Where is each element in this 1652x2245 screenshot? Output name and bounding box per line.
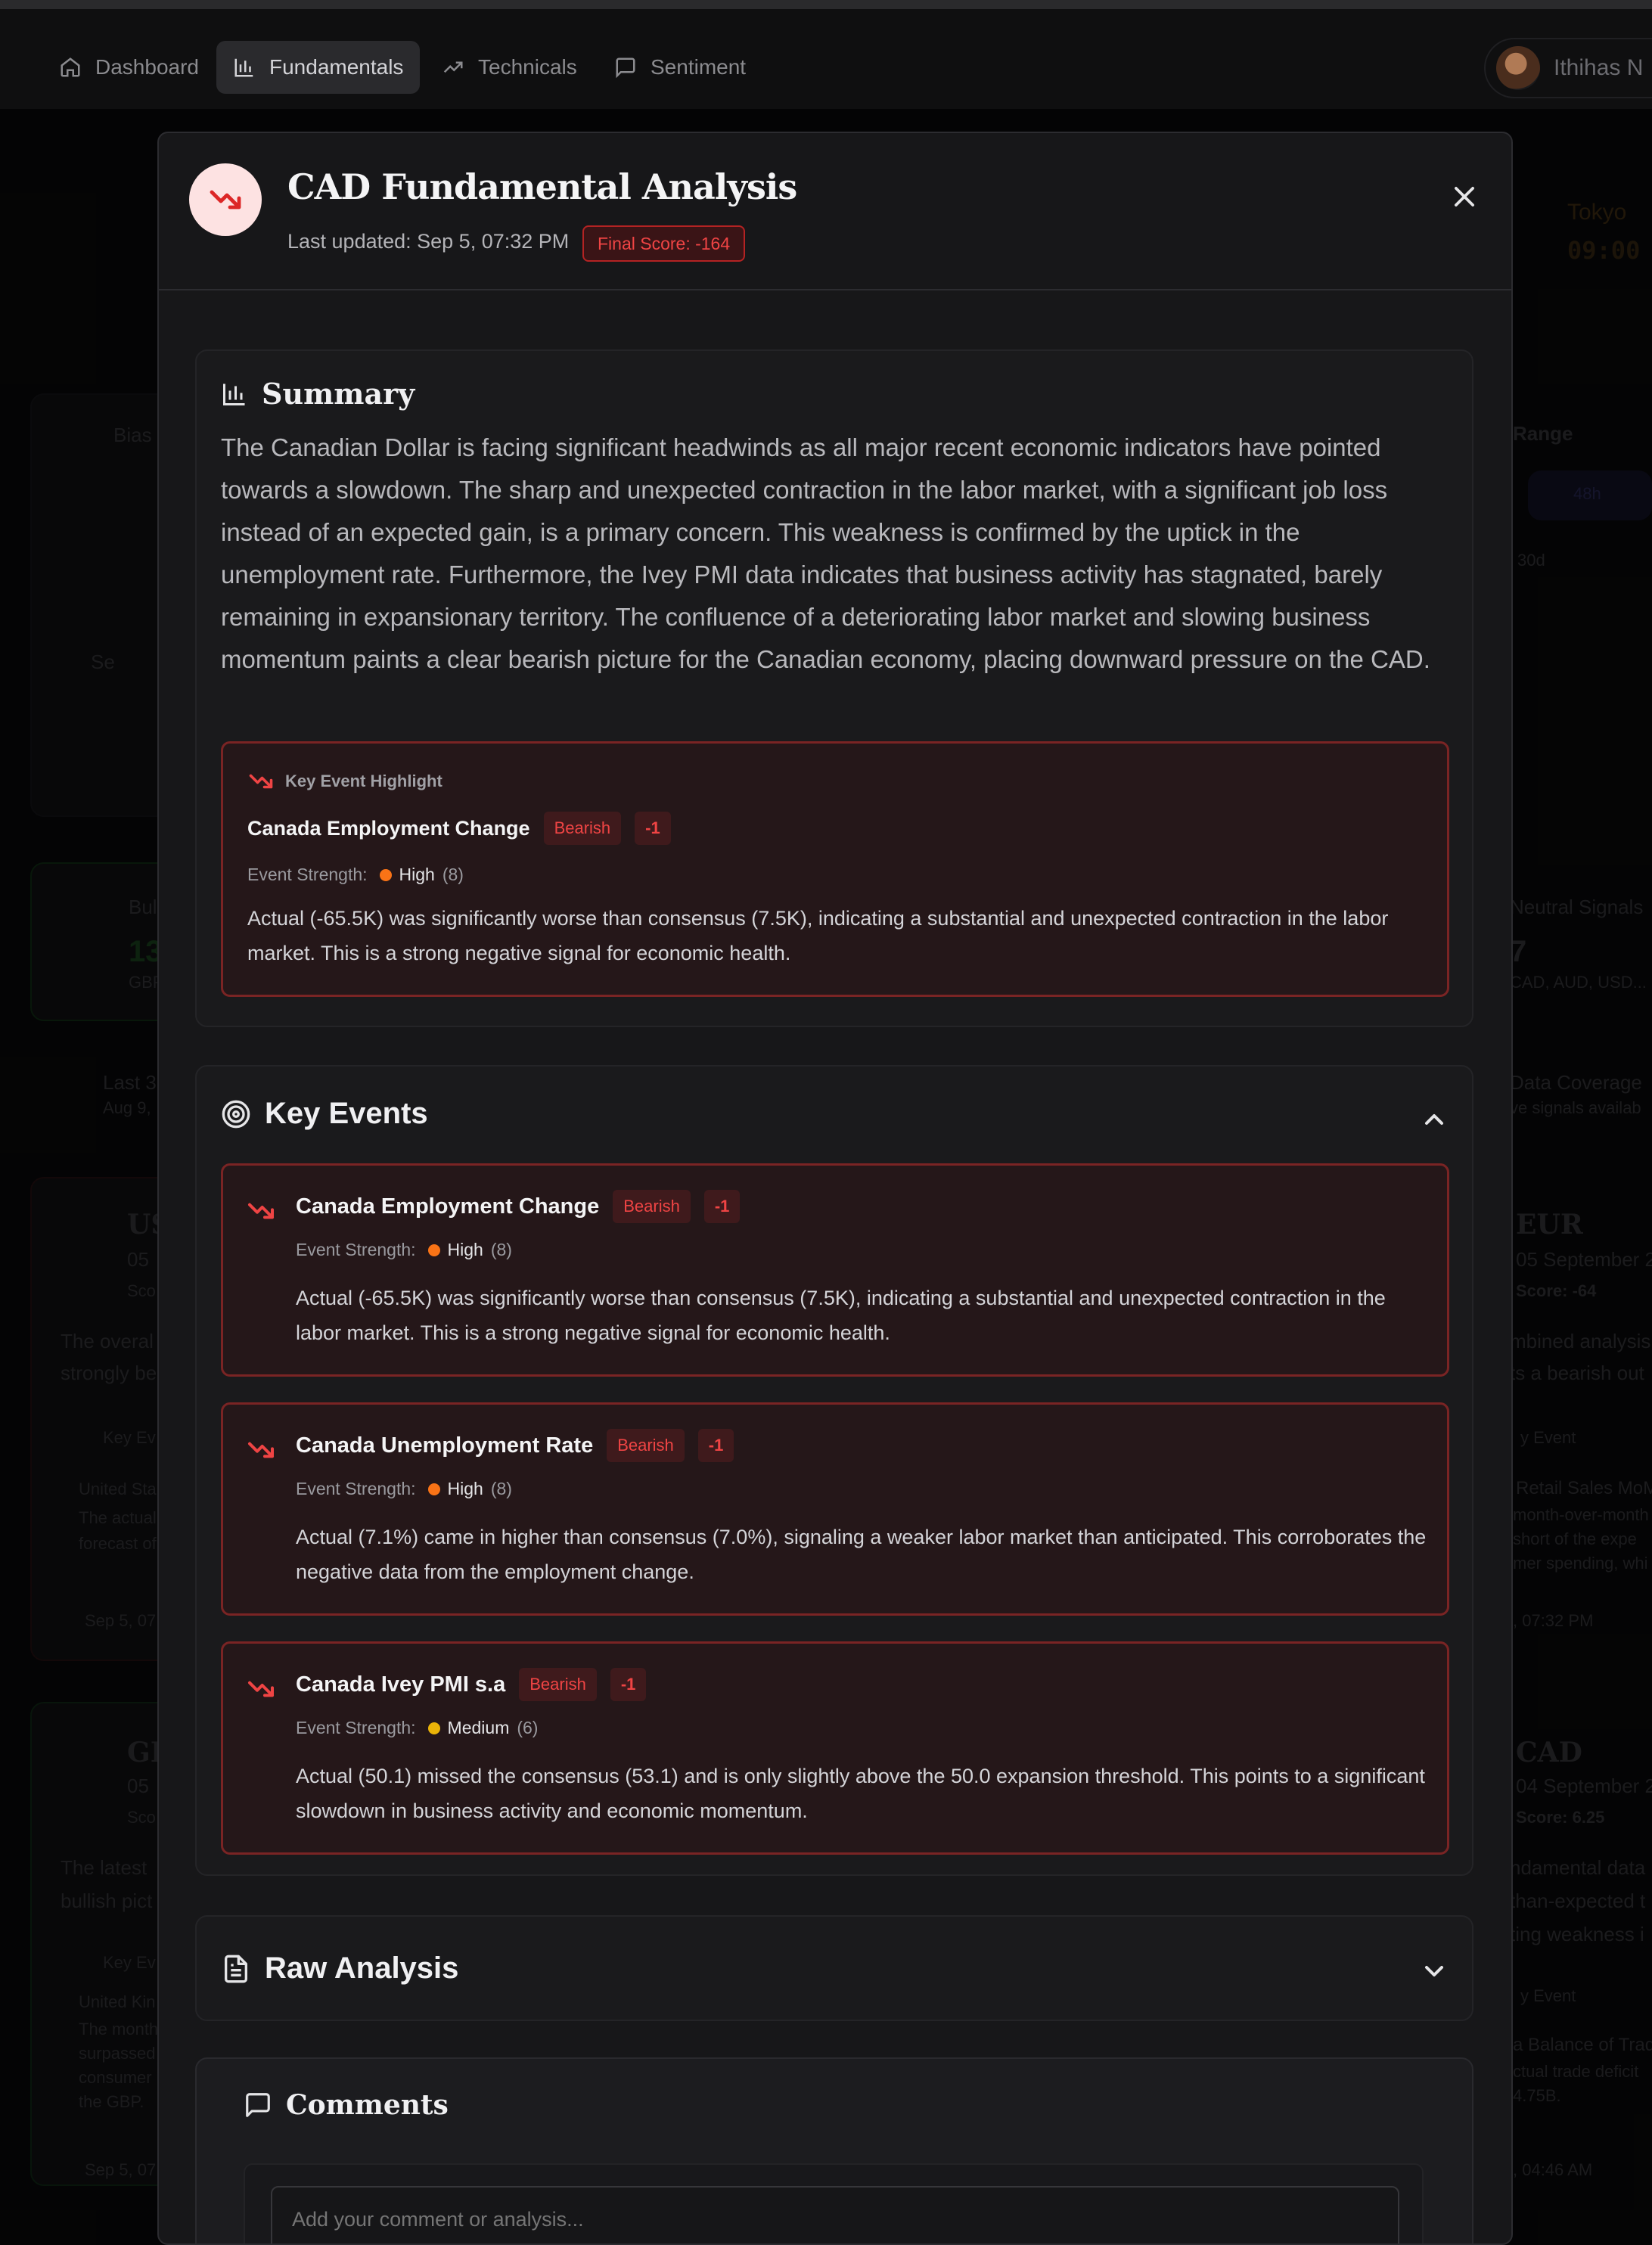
event-title-row: [296, 1190, 740, 1223]
event-strength: [296, 1479, 512, 1499]
trending-down-icon: [207, 182, 244, 218]
comments-heading-label: Comments: [286, 2089, 449, 2121]
top-navigation: [0, 9, 1652, 109]
strength-level: High: [447, 1240, 483, 1259]
strength-value: (8): [490, 1479, 512, 1498]
trending-down-icon: [246, 1435, 276, 1465]
trending-down-icon: [246, 1674, 276, 1704]
strength-level: High: [447, 1479, 483, 1498]
strength-label: Event Strength:: [296, 1479, 416, 1498]
trend-badge: [189, 163, 262, 236]
close-icon: [1450, 182, 1479, 211]
bearish-badge: Bearish: [613, 1190, 691, 1223]
event-strength: [296, 1718, 538, 1738]
strength-value: (6): [517, 1718, 539, 1737]
close-button[interactable]: [1437, 169, 1492, 224]
summary-heading: [221, 377, 415, 411]
chevron-down-icon[interactable]: [1419, 1956, 1449, 1986]
last-updated: Last updated: Sep 5, 07:32 PM: [287, 230, 570, 253]
score-badge: -1: [610, 1668, 647, 1701]
user-name: Ithihas N: [1554, 55, 1644, 80]
key-event-item: [221, 1402, 1449, 1616]
nav-fundamentals[interactable]: [216, 41, 420, 94]
bearish-badge: Bearish: [544, 812, 622, 845]
bar-chart-icon: [221, 380, 248, 408]
summary-heading-label: Summary: [262, 377, 415, 411]
key-event-highlight: [221, 741, 1449, 997]
nav-dashboard[interactable]: [42, 41, 216, 94]
comments-card: [195, 2057, 1473, 2245]
home-icon: [59, 56, 82, 79]
bearish-badge: Bearish: [607, 1429, 685, 1462]
comment-input[interactable]: [271, 2186, 1399, 2245]
score-badge: -1: [704, 1190, 741, 1223]
message-square-icon: [614, 56, 637, 79]
highlight-title-row: [247, 812, 671, 845]
score-badge: -1: [635, 812, 671, 845]
trending-down-icon: [247, 768, 275, 795]
event-title: Canada Unemployment Rate: [296, 1433, 594, 1458]
target-icon: [221, 1099, 251, 1129]
bar-chart-icon: [233, 56, 256, 79]
event-title-row: [296, 1429, 734, 1462]
comments-heading: [244, 2089, 449, 2121]
comment-composer: [244, 2163, 1424, 2245]
nav-technicals-label: Technicals: [478, 55, 577, 79]
summary-text: The Canadian Dollar is facing significant headwinds as all major recent economic indicators have pointed towards a slowdown. The sharp and unexpected contraction in the labor market, with a significant job loss instead of an expected gain, is a primary concern. This weakness is confirmed by the uptick in the unemployment rate. Furthermore, the Ivey PMI data indicates that business activity has stagnated, barely remaining in expansionary territory. The confluence of a deteriorating labor market and slowing business momentum paints a clear bearish picture for the Canadian economy, placing downward pressure on the CAD.: [221, 433, 1430, 673]
strength-level: Medium: [447, 1718, 510, 1737]
raw-analysis-heading: [221, 1952, 458, 1986]
strength-value: (8): [490, 1240, 512, 1259]
nav-dashboard-label: Dashboard: [95, 55, 199, 79]
score-badge: -1: [698, 1429, 734, 1462]
nav-sentiment-label: Sentiment: [651, 55, 747, 79]
analysis-modal: [157, 132, 1513, 2245]
key-event-item: [221, 1163, 1449, 1377]
strength-dot: [428, 1483, 440, 1495]
strength-dot: [380, 869, 392, 881]
trending-down-icon: [246, 1196, 276, 1226]
final-score-badge: Final Score: -164: [582, 225, 745, 262]
raw-analysis-heading-label: Raw Analysis: [265, 1952, 459, 1985]
modal-header: [159, 133, 1511, 290]
summary-card: [195, 349, 1473, 1027]
strength-label: Event Strength:: [296, 1718, 416, 1737]
file-text-icon: [221, 1954, 251, 1984]
trending-up-icon: [442, 56, 464, 79]
user-menu[interactable]: [1484, 38, 1652, 98]
highlight-strength: [247, 865, 464, 885]
message-square-icon: [244, 2091, 272, 2119]
key-events-card: [195, 1065, 1473, 1876]
modal-title: CAD Fundamental Analysis: [287, 166, 797, 207]
event-strength: [296, 1240, 512, 1260]
nav-technicals[interactable]: [425, 41, 594, 94]
bearish-badge: Bearish: [519, 1668, 597, 1701]
highlight-title: Canada Employment Change: [247, 816, 530, 840]
avatar: [1496, 46, 1540, 90]
strength-label: Event Strength:: [296, 1240, 416, 1259]
strength-label: Event Strength:: [247, 865, 368, 884]
event-text: Actual (7.1%) came in higher than consensus (7.0%), signaling a weaker labor market than anticipated. This corroborates the negative data from the employment change.: [296, 1526, 1427, 1583]
raw-analysis-card[interactable]: [195, 1915, 1473, 2021]
key-event-item: [221, 1641, 1449, 1855]
strength-value: (8): [442, 865, 464, 884]
highlight-text: Actual (-65.5K) was significantly worse than consensus (7.5K), indicating a substantial and unexpected contraction in the labor market. This is a strong negative signal for economic health.: [247, 907, 1389, 964]
strength-dot: [428, 1722, 440, 1734]
key-events-heading-label: Key Events: [265, 1097, 428, 1130]
event-text: Actual (-65.5K) was significantly worse than consensus (7.5K), indicating a substantial and unexpected contraction in the labor market. This is a strong negative signal for economic health.: [296, 1287, 1386, 1344]
highlight-label-row: [247, 768, 442, 795]
nav-sentiment[interactable]: [598, 41, 762, 94]
nav-fundamentals-label: Fundamentals: [269, 55, 404, 79]
strength-level: High: [399, 865, 435, 884]
browser-top-strip: [0, 0, 1652, 9]
strength-dot: [428, 1244, 440, 1256]
highlight-label: Key Event Highlight: [285, 772, 442, 790]
key-events-heading: [221, 1097, 428, 1131]
event-text: Actual (50.1) missed the consensus (53.1) and is only slightly above the 50.0 expansion threshold. This points to a significant slowdown in business activity and economic momentum.: [296, 1765, 1425, 1822]
chevron-up-icon[interactable]: [1419, 1104, 1449, 1135]
event-title: Canada Employment Change: [296, 1194, 600, 1219]
event-title: Canada Ivey PMI s.a: [296, 1672, 506, 1697]
event-title-row: [296, 1668, 646, 1701]
